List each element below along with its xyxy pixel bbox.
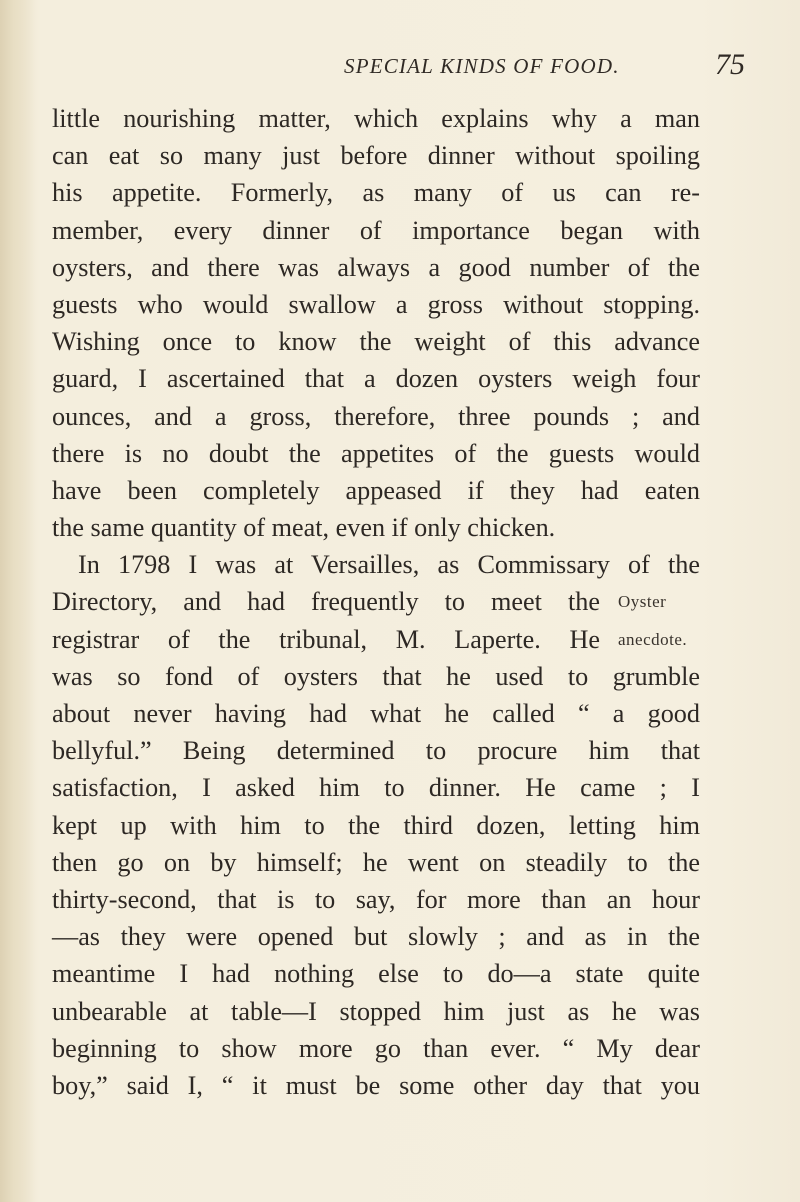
text-line: his appetite. Formerly, as many of us can re- bbox=[52, 178, 700, 208]
text-line: registrar of the tribunal, M. Laperte. He bbox=[52, 624, 600, 654]
text-line: little nourishing matter, which explains why a man bbox=[52, 104, 700, 133]
margin-note-line-2: anecdote. bbox=[618, 629, 688, 649]
text-line: the same quantity of meat, even if only chicken. bbox=[52, 513, 556, 543]
text-line-with-note bbox=[52, 621, 700, 658]
body-text bbox=[52, 100, 700, 1104]
text-line: bellyful.” Being determined to procure him that bbox=[52, 736, 700, 766]
text-line: meantime I had nothing else to do—a state quite bbox=[52, 959, 700, 989]
text-line: member, every dinner of importance began with bbox=[52, 215, 700, 245]
running-title: SPECIAL KINDS OF FOOD. bbox=[344, 54, 620, 78]
page-number: 75 bbox=[715, 48, 745, 81]
text-line: kept up with him to the third dozen, letting him bbox=[52, 810, 700, 840]
text-line: then go on by himself; he went on steadily to the bbox=[52, 847, 700, 877]
text-line: guard, I ascertained that a dozen oysters weigh four bbox=[52, 364, 700, 394]
text-line: oysters, and there was always a good number of the bbox=[52, 252, 700, 282]
text-line: there is no doubt the appetites of the guests would bbox=[52, 438, 700, 468]
text-line-with-note bbox=[52, 583, 700, 620]
margin-note-line-1: Oyster bbox=[618, 592, 667, 612]
text-line: In 1798 I was at Versailles, as Commissary of the bbox=[78, 550, 700, 580]
page-header bbox=[0, 48, 800, 88]
text-line: about never having had what he called “ a good bbox=[52, 699, 700, 728]
text-line: can eat so many just before dinner without spoiling bbox=[52, 141, 700, 171]
text-line: boy,” said I, “ it must be some other day that you bbox=[52, 1070, 700, 1100]
text-line: have been completely appeased if they had eaten bbox=[52, 475, 700, 505]
page-gutter-shadow bbox=[0, 0, 36, 1202]
text-line: beginning to show more go than ever. “ My dear bbox=[52, 1033, 700, 1063]
text-line: satisfaction, I asked him to dinner. He came ; I bbox=[52, 773, 700, 803]
text-line: Directory, and had frequently to meet the bbox=[52, 587, 600, 617]
text-line: thirty-second, that is to say, for more than an hour bbox=[52, 884, 700, 914]
text-line: guests who would swallow a gross without stopping. bbox=[52, 289, 700, 319]
text-line: —as they were opened but slowly ; and as in the bbox=[52, 922, 700, 952]
text-line: was so fond of oysters that he used to grumble bbox=[52, 661, 700, 691]
text-line: ounces, and a gross, therefore, three pounds ; and bbox=[52, 401, 700, 431]
text-line: Wishing once to know the weight of this advance bbox=[52, 327, 700, 357]
text-line: unbearable at table—I stopped him just as he was bbox=[52, 996, 700, 1026]
